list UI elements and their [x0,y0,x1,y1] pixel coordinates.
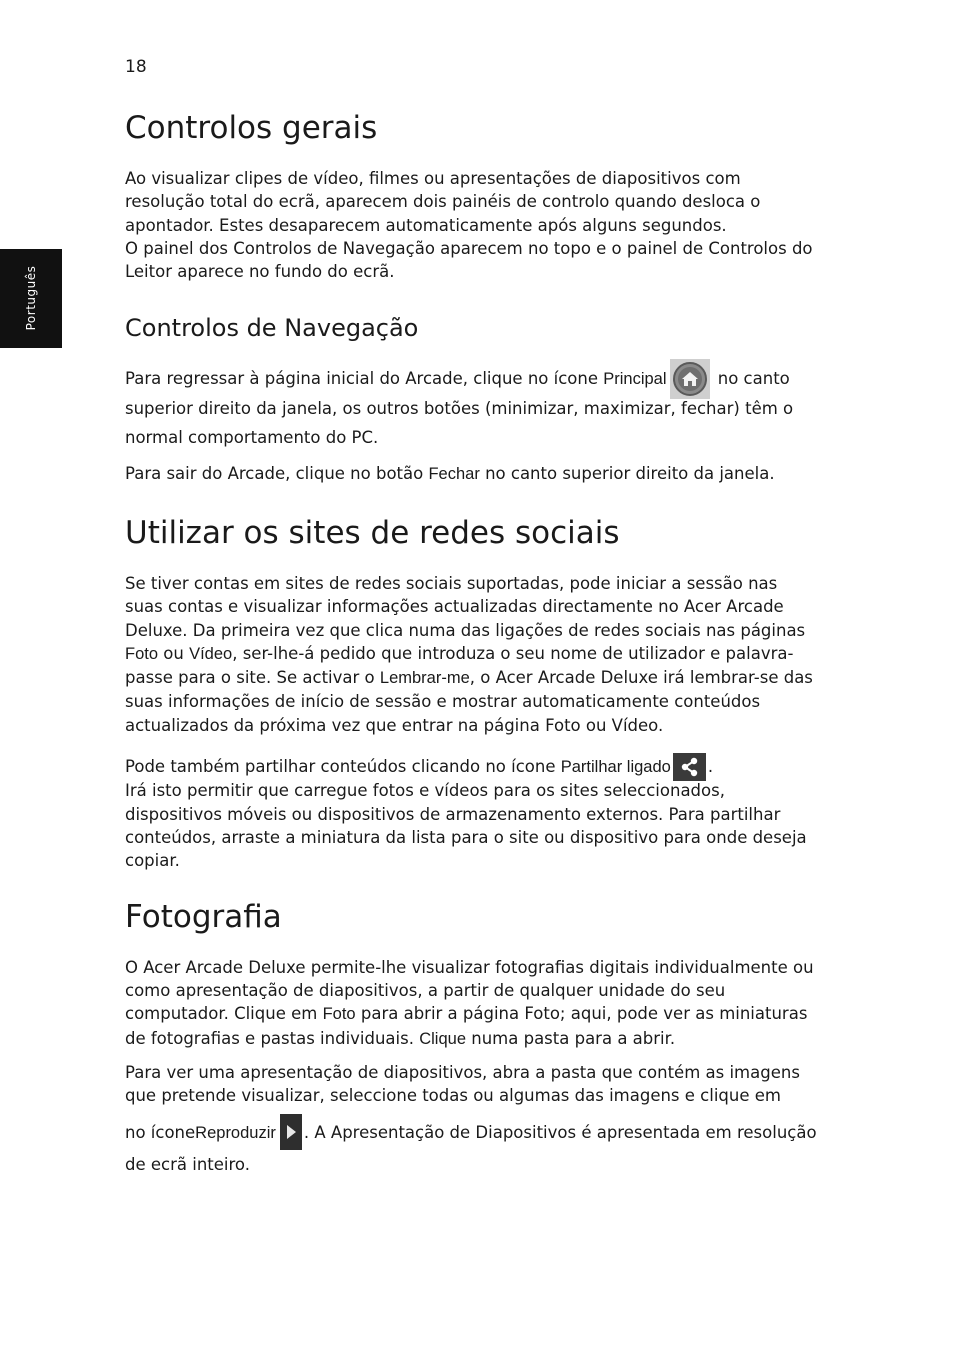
ui-term-reproduzir: Reproduzir [195,1124,276,1143]
ui-term-foto: Foto [322,1005,356,1024]
heading-redes-sociais: Utilizar os sites de redes sociais [125,514,620,551]
share-icon [673,753,706,781]
heading-controlos-gerais: Controlos gerais [125,110,378,146]
paragraph: O Acer Arcade Deluxe permite-lhe visualizar fotografias digitais individualmente ou como apresentação de diapositivos, a partir de qualquer unidade do seu computador. Clique em Foto para abrir a página Foto; aqui, pode ver as miniaturas de fotografias e pastas individuais. Clique numa pasta para a abrir. [125,957,814,1048]
language-side-tab [0,249,62,348]
ui-term-video: Vídeo [189,644,233,663]
play-icon [280,1114,302,1150]
heading-controlos-navegacao: Controlos de Navegação [125,313,419,342]
ui-term-lembrar-me: Lembrar-me [379,669,470,688]
page-number: 18 [125,57,147,77]
ui-term-fechar: Fechar [428,465,480,484]
paragraph: Para ver uma apresentação de diapositivos, abra a pasta que contém as imagens que pretende visualizar, seleccione todas ou algumas das imagens e clique em [125,1062,800,1106]
paragraph: Para sair do Arcade, clique no botão Fechar no canto superior direito da janela. [125,464,775,484]
ui-term-foto: Foto [125,644,159,663]
paragraph: no íconeReproduzir . A Apresentação de Diapositivos é apresentada em resolução de ecrã inteiro. [125,1117,820,1180]
paragraph: O painel dos Controlos de Navegação aparecem no topo e o painel de Controlos do Leitor aparece no fundo do ecrã. [125,239,813,282]
page-content [125,110,820,1180]
ui-term-partilhar-ligado: Partilhar ligado [560,758,671,777]
ui-term-clique: Clique [419,1029,466,1048]
ui-term-principal: Principal [603,370,667,389]
paragraph: Se tiver contas em sites de redes sociais suportadas, pode iniciar a sessão nas suas contas e visualizar informações actualizadas directamente no Acer Arcade Deluxe. Da primeira vez que clica numa das ligações de redes sociais nas páginas Foto ou Vídeo, ser-lhe-á pedido que introduza o seu nome de utilizador e palavra-passe para o site. Se activar o Lembrar-me, o Acer Arcade Deluxe irá lembrar-se das suas informações de início de sessão e mostrar automaticamente conteúdos actualizados da próxima vez que entrar na página Foto ou Vídeo. [125,573,813,735]
paragraph: Para regressar à página inicial do Arcade, clique no ícone Principal no canto superior direito da janela, os outros botões (minimizar, maximizar, fechar) têm o normal comportamento do PC. [125,364,820,452]
home-icon [670,359,710,399]
heading-fotografia: Fotografia [125,898,282,935]
paragraph: Ao visualizar clipes de vídeo, filmes ou apresentações de diapositivos com resolução total do ecrã, aparecem dois painéis de controlo quando desloca o apontador. Estes desaparecem automaticamente após alguns segundos. [125,169,761,235]
language-label: Português [24,265,38,331]
paragraph: Pode também partilhar conteúdos clicando no ícone Partilhar ligado . Irá isto permitir que carregue fotos e vídeos para os sites seleccionados, dispositivos móveis ou dispositivos de armazenamento externos. Para partilhar conteúdos, arraste a miniatura da lista para o site ou dispositivo para onde deseja copiar. [125,755,820,872]
